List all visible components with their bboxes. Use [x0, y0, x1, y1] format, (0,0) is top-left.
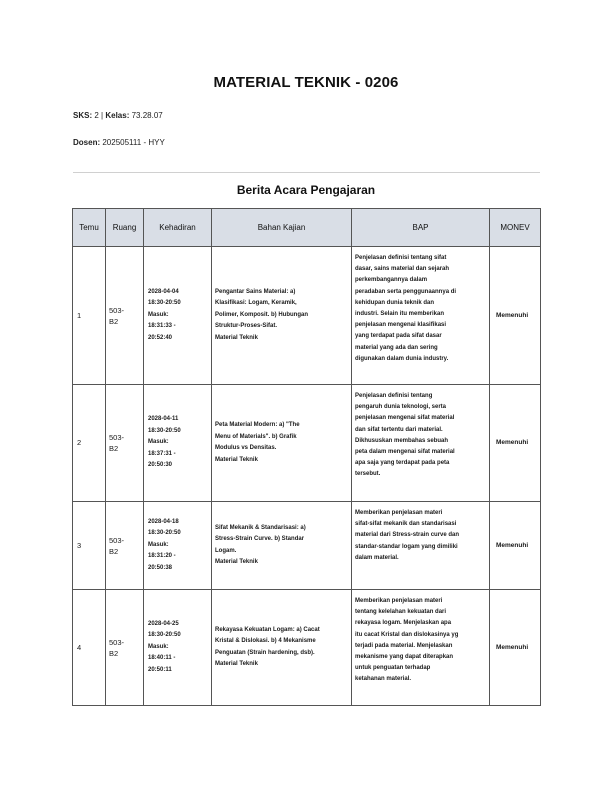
header-bap: BAP: [352, 209, 490, 247]
cell-bahan-kajian-line: Material Teknik: [215, 661, 258, 667]
cell-bap-line: industri. Selain itu memberikan: [355, 311, 445, 318]
cell-bap-line: tentang kelelahan kekuatan dari: [355, 609, 447, 616]
cell-temu: 1: [73, 247, 106, 385]
cell-bap-line: sifat-sifat mekanik dan standarisasi: [355, 521, 457, 528]
cell-kehadiran-line: 20:52:40: [148, 334, 173, 341]
cell-ruang-line: B2: [109, 648, 119, 658]
cell-kehadiran-line: 18:31:33 -: [148, 323, 176, 330]
cell-bap: [352, 590, 490, 706]
cell-kehadiran-line: 18:30-20:50: [148, 300, 181, 307]
cell-bahan-kajian-line: Material Teknik: [215, 559, 258, 565]
cell-temu: 4: [73, 590, 106, 706]
cell-temu: 3: [73, 502, 106, 590]
cell-kehadiran-line: 2028-04-11: [148, 416, 179, 423]
cell-bap-line: Memberikan penjelasan materi: [355, 598, 443, 604]
cell-ruang: [106, 590, 144, 706]
cell-bap-line: terjadi pada material. Menjelaskan: [355, 642, 453, 649]
course-meta: [73, 111, 163, 120]
cell-monev: Memenuhi: [490, 385, 541, 502]
cell-bahan-kajian-line: Kristal & Dislokasi. b) 4 Mekanisme: [215, 638, 316, 644]
table-header-row: [73, 209, 541, 247]
cell-bap-line: mekanisme yang dapat diterapkan: [355, 654, 454, 661]
cell-kehadiran-line: 18:30-20:50: [148, 530, 181, 537]
cell-bap-line: penjelasan mengenai klasifikasi: [355, 322, 447, 329]
cell-ruang-line: B2: [109, 444, 119, 453]
cell-bap-line: Dikhususkan membahas sebuah: [355, 437, 449, 444]
cell-bap-line: yang terdapat pada sifat dasar: [355, 333, 442, 340]
table-row: [73, 385, 541, 502]
cell-bahan-kajian-line: Penguatan (Strain hardening, dsb).: [215, 649, 315, 656]
cell-monev: Memenuhi: [490, 502, 541, 590]
lecturer-meta: [73, 138, 165, 147]
cell-bap-line: peta dalam mengenai sifat material: [355, 449, 455, 456]
header-ruang: Ruang: [106, 209, 144, 247]
cell-ruang-line: 503-: [109, 637, 125, 647]
cell-ruang: [106, 502, 144, 590]
cell-bap-line: material yang ada dan sering: [355, 344, 438, 351]
cell-kehadiran-line: Masuk:: [148, 541, 169, 548]
cell-bahan-kajian: [212, 502, 352, 590]
cell-monev: Memenuhi: [490, 247, 541, 385]
cell-kehadiran: [144, 502, 212, 590]
kelas-value: 73.28.07: [131, 111, 163, 120]
cell-bahan-kajian: [212, 385, 352, 502]
bap-table: [72, 208, 541, 706]
cell-ruang: [106, 247, 144, 385]
cell-kehadiran-line: Masuk:: [148, 311, 169, 318]
cell-kehadiran-line: Masuk:: [148, 439, 169, 446]
cell-kehadiran-line: 18:30-20:50: [148, 427, 181, 434]
table-row: [73, 247, 541, 385]
cell-kehadiran: [144, 590, 212, 706]
cell-bap-line: material dari Stress-strain curve dan: [355, 532, 460, 539]
cell-bahan-kajian-line: Peta Material Modern: a) "The: [215, 422, 300, 428]
cell-ruang: [106, 385, 144, 502]
cell-bap-line: ketahanan material.: [355, 676, 412, 683]
cell-bap-line: tersebut.: [355, 471, 381, 478]
cell-bap-line: perkembangannya dalam: [355, 277, 428, 284]
dosen-value: 202505111 - HYY: [102, 138, 165, 147]
cell-bap-line: itu cacat Kristal dan dislokasinya yg: [355, 631, 459, 638]
cell-kehadiran-line: 2028-04-25: [148, 620, 179, 627]
header-kehadiran: Kehadiran: [144, 209, 212, 247]
cell-bap: [352, 247, 490, 385]
table-row: [73, 590, 541, 706]
cell-kehadiran-line: 18:37:31 -: [148, 450, 176, 457]
cell-ruang-line: B2: [109, 546, 119, 556]
divider: [73, 172, 540, 173]
cell-bahan-kajian-line: Pengantar Sains Material: a): [215, 288, 296, 295]
cell-bahan-kajian-line: Modulus vs Densitas.: [215, 445, 277, 451]
cell-kehadiran-line: 20:50:38: [148, 564, 173, 571]
header-temu: Temu: [73, 209, 106, 247]
cell-bap: [352, 502, 490, 590]
cell-ruang-line: B2: [109, 316, 119, 326]
cell-bahan-kajian-line: Material Teknik: [215, 334, 258, 341]
cell-kehadiran-line: 18:31:20 -: [148, 553, 176, 560]
cell-bap-line: peradaban serta penggunaannya di: [355, 288, 457, 295]
cell-bap-line: untuk penguatan terhadap: [355, 665, 431, 672]
cell-kehadiran-line: 20:50:11: [148, 666, 172, 673]
cell-bap-line: dasar, sains material dan sejarah: [355, 266, 450, 273]
cell-bahan-kajian-line: Menu of Materials". b) Grafik: [215, 433, 297, 440]
cell-bap-line: pengaruh dunia teknologi, serta: [355, 404, 447, 411]
cell-bahan-kajian-line: Logam.: [215, 547, 237, 554]
dosen-label: Dosen:: [73, 138, 101, 147]
cell-monev: Memenuhi: [490, 590, 541, 706]
cell-bahan-kajian-line: Klasifikasi: Logam, Keramik,: [215, 300, 297, 307]
sks-value: 2: [94, 111, 99, 120]
cell-ruang-line: 503-: [109, 535, 125, 545]
table-row: [73, 502, 541, 590]
cell-bap-line: kehidupan dunia teknik dan: [355, 299, 435, 306]
cell-kehadiran-line: 18:30-20:50: [148, 632, 181, 639]
cell-bap-line: Penjelasan definisi tentang sifat: [355, 255, 447, 261]
cell-ruang-line: 503-: [109, 433, 125, 442]
cell-kehadiran-line: 20:50:30: [148, 462, 173, 469]
cell-bahan-kajian-line: Polimer, Komposit. b) Hubungan: [215, 311, 308, 318]
cell-kehadiran: [144, 247, 212, 385]
cell-ruang-line: 503-: [109, 305, 125, 315]
cell-kehadiran: [144, 385, 212, 502]
cell-bahan-kajian-line: Material Teknik: [215, 456, 258, 463]
cell-bahan-kajian: [212, 590, 352, 706]
cell-bahan-kajian: [212, 247, 352, 385]
cell-temu: 2: [73, 385, 106, 502]
course-title: MATERIAL TEKNIK - 0206: [213, 74, 399, 91]
cell-bap-line: penjelasan mengenai sifat material: [355, 415, 455, 422]
cell-bap-line: digunakan dalam dunia industry.: [355, 355, 449, 362]
cell-bahan-kajian-line: Stress-Strain Curve. b) Standar: [215, 536, 305, 542]
cell-bap-line: rekayasa logam. Menjelaskan apa: [355, 620, 452, 627]
cell-bahan-kajian-line: Struktur-Proses-Sifat.: [215, 323, 278, 330]
cell-bap-line: dan sifat tertentu dari material.: [355, 426, 443, 433]
cell-bap-line: apa saja yang terdapat pada peta: [355, 460, 450, 467]
cell-kehadiran-line: Masuk:: [148, 643, 169, 650]
section-title: Berita Acara Pengajaran: [236, 183, 376, 197]
header-bahan-kajian: Bahan Kajian: [212, 209, 352, 247]
cell-bap-line: standar-standar logam yang dimiliki: [355, 543, 458, 550]
cell-bahan-kajian-line: Rekayasa Kekuatan Logam: a) Cacat: [215, 626, 320, 633]
cell-bap: [352, 385, 490, 502]
cell-kehadiran-line: 18:40:11 -: [148, 655, 176, 662]
cell-bap-line: dalam material.: [355, 554, 399, 561]
kelas-label: Kelas:: [105, 111, 130, 120]
header-monev: MONEV: [490, 209, 541, 247]
cell-kehadiran-line: 2028-04-18: [148, 518, 179, 525]
cell-bap-line: Memberikan penjelasan materi: [355, 510, 443, 516]
cell-bahan-kajian-line: Sifat Mekanik & Standarisasi: a): [215, 524, 306, 531]
cell-bap-line: Penjelasan definisi tentang: [355, 393, 433, 399]
sks-label: SKS:: [73, 111, 93, 120]
cell-kehadiran-line: 2028-04-04: [148, 288, 179, 295]
meta-separator: |: [101, 111, 104, 120]
